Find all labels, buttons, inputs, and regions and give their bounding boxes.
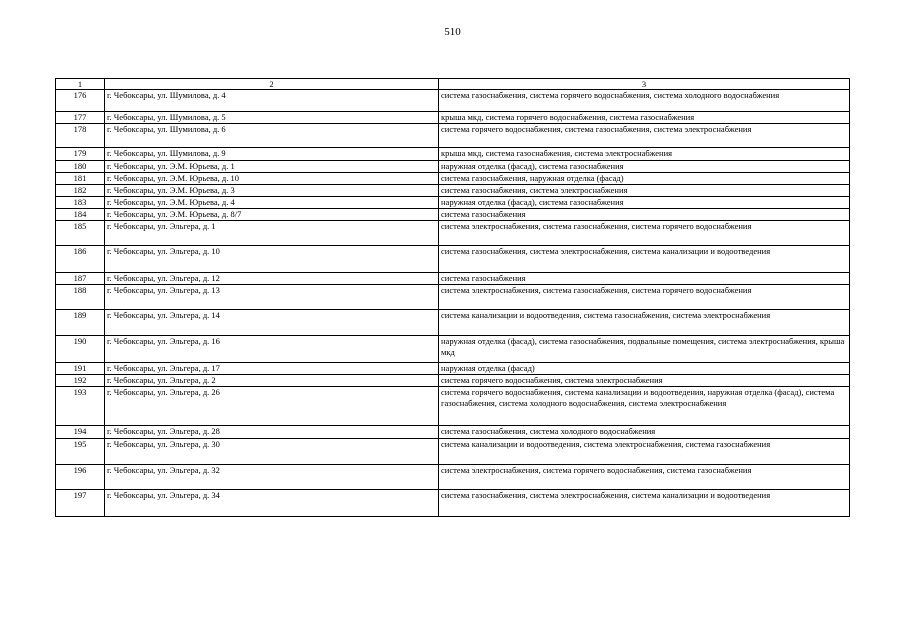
row-number: 191 [56,363,105,375]
row-number: 177 [56,112,105,124]
row-address: г. Чебоксары, ул. Эльгера, д. 32 [105,465,439,490]
table-row [56,336,850,363]
row-address: г. Чебоксары, ул. Эльгера, д. 28 [105,426,439,439]
row-address: г. Чебоксары, ул. Эльгера, д. 17 [105,363,439,375]
row-address: г. Чебоксары, ул. Эльгера, д. 16 [105,336,439,363]
addresses-table [55,78,850,517]
table-row [56,221,850,246]
row-address: г. Чебоксары, ул. Шумилова, д. 6 [105,124,439,148]
row-number: 192 [56,375,105,387]
table-row [56,185,850,197]
row-systems: система газоснабжения [439,209,850,221]
row-number: 184 [56,209,105,221]
row-address: г. Чебоксары, ул. Э.М. Юрьева, д. 1 [105,161,439,173]
row-systems: система газоснабжения, система электроснабжения, система канализации и водоотведения [439,490,850,517]
row-systems: система газоснабжения, система горячего водоснабжения, система холодного водоснабжения [439,90,850,112]
row-systems: система электроснабжения, система газоснабжения, система горячего водоснабжения [439,285,850,310]
row-number: 182 [56,185,105,197]
row-number: 190 [56,336,105,363]
table-row [56,209,850,221]
row-address: г. Чебоксары, ул. Шумилова, д. 5 [105,112,439,124]
column-header-1: 1 [56,79,105,90]
row-number: 193 [56,387,105,426]
table-row [56,112,850,124]
table-row [56,387,850,426]
row-address: г. Чебоксары, ул. Эльгера, д. 1 [105,221,439,246]
row-number: 196 [56,465,105,490]
row-number: 178 [56,124,105,148]
row-systems: система канализации и водоотведения, система электроснабжения, система газоснабжения [439,439,850,465]
column-header-2: 2 [105,79,439,90]
row-address: г. Чебоксары, ул. Э.М. Юрьева, д. 3 [105,185,439,197]
row-number: 187 [56,273,105,285]
row-address: г. Чебоксары, ул. Шумилова, д. 9 [105,148,439,161]
row-systems: наружная отделка (фасад), система газоснабжения [439,161,850,173]
table-header-row [56,79,850,90]
row-systems: система электроснабжения, система газоснабжения, система горячего водоснабжения [439,221,850,246]
row-number: 194 [56,426,105,439]
table-row [56,310,850,336]
page-number: 510 [444,26,461,38]
row-number: 186 [56,246,105,273]
row-systems: система горячего водоснабжения, система газоснабжения, система электроснабжения [439,124,850,148]
row-number: 176 [56,90,105,112]
row-systems: система канализации и водоотведения, система газоснабжения, система электроснабжения [439,310,850,336]
table-row [56,197,850,209]
row-address: г. Чебоксары, ул. Эльгера, д. 10 [105,246,439,273]
table-row [56,490,850,517]
table-row [56,173,850,185]
row-number: 183 [56,197,105,209]
row-systems: система газоснабжения, система холодного водоснабжения [439,426,850,439]
row-address: г. Чебоксары, ул. Э.М. Юрьева, д. 10 [105,173,439,185]
table-row [56,161,850,173]
row-systems: наружная отделка (фасад) [439,363,850,375]
table-row [56,148,850,161]
table-row [56,124,850,148]
row-number: 197 [56,490,105,517]
row-systems: система газоснабжения, система электроснабжения, система канализации и водоотведения [439,246,850,273]
row-systems: наружная отделка (фасад), система газоснабжения [439,197,850,209]
row-systems: система газоснабжения, система электроснабжения [439,185,850,197]
row-systems: крыша мкд, система горячего водоснабжения, система газоснабжения [439,112,850,124]
row-address: г. Чебоксары, ул. Э.М. Юрьева, д. 8/7 [105,209,439,221]
row-number: 195 [56,439,105,465]
row-systems: крыша мкд, система газоснабжения, система электроснабжения [439,148,850,161]
row-systems: система газоснабжения, наружная отделка (фасад) [439,173,850,185]
table-row [56,375,850,387]
row-address: г. Чебоксары, ул. Эльгера, д. 30 [105,439,439,465]
table-row [56,465,850,490]
row-systems: система горячего водоснабжения, система канализации и водоотведения, наружная отделка (фасад), система газоснабжения, система холодного водоснабжения, система электроснабжения [439,387,850,426]
row-systems: система электроснабжения, система горячего водоснабжения, система газоснабжения [439,465,850,490]
row-address: г. Чебоксары, ул. Эльгера, д. 34 [105,490,439,517]
column-header-3: 3 [439,79,850,90]
row-systems: система горячего водоснабжения, система электроснабжения [439,375,850,387]
row-address: г. Чебоксары, ул. Эльгера, д. 12 [105,273,439,285]
table-row [56,90,850,112]
table-row [56,246,850,273]
row-number: 189 [56,310,105,336]
row-number: 181 [56,173,105,185]
row-number: 188 [56,285,105,310]
row-address: г. Чебоксары, ул. Э.М. Юрьева, д. 4 [105,197,439,209]
table-row [56,426,850,439]
row-address: г. Чебоксары, ул. Шумилова, д. 4 [105,90,439,112]
row-number: 180 [56,161,105,173]
row-systems: наружная отделка (фасад), система газоснабжения, подвальные помещения, система электроснабжения, крыша мкд [439,336,850,363]
row-number: 179 [56,148,105,161]
table-row [56,273,850,285]
row-number: 185 [56,221,105,246]
row-address: г. Чебоксары, ул. Эльгера, д. 13 [105,285,439,310]
row-address: г. Чебоксары, ул. Эльгера, д. 26 [105,387,439,426]
table-row [56,363,850,375]
row-address: г. Чебоксары, ул. Эльгера, д. 2 [105,375,439,387]
row-address: г. Чебоксары, ул. Эльгера, д. 14 [105,310,439,336]
table-row [56,285,850,310]
table-row [56,439,850,465]
row-systems: система газоснабжения [439,273,850,285]
